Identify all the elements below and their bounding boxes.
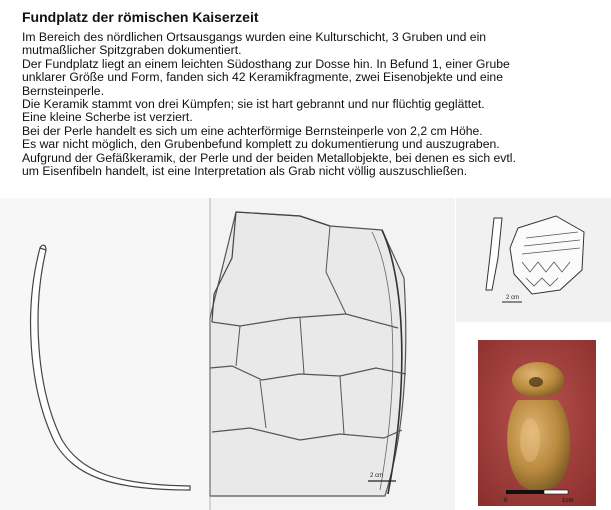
paragraph-2: Der Fundplatz liegt an einem leichten Südosthang zur Dosse hin. In Befund 1, einer Grube unklarer Größe und Form, fanden sich 42 Keramikfragmente, zwei Eisenobjekte und eine Bernsteinperle. [22,56,510,98]
sherd-scale-label: 2 cm [506,295,520,301]
page-title: Fundplatz der römischen Kaiserzeit [22,9,259,25]
decorated-sherd-drawing [456,198,611,322]
paragraph-6: Es war nicht möglich, den Grubenbefund komplett zu dokumentierung und auszugraben. [22,137,500,152]
photo-scale-start: 0 [504,498,508,504]
paragraph-4: Eine kleine Scherbe ist verziert. [22,110,193,125]
description-text [22,31,607,178]
vessel-scale-label: 2 cm [370,473,384,479]
paragraph-1: Im Bereich des nördlichen Ortsausgangs wurden eine Kulturschicht, 3 Gruben und ein mutmaßlicher Spitzgraben dokumentiert. [22,30,487,58]
paragraph-7: Aufgrund der Gefäßkeramik, der Perle und der beiden Metallobjekte, bei denen es sich evtl. um Eisenfibeln handelt, ist eine Interpretation als Grab nicht völlig auszuschließen. [22,150,516,179]
vessel-drawing [0,198,455,510]
photo-scale-end: 1cm [562,498,574,504]
paragraph-3: Die Keramik stammt von drei Kümpfen; sie ist hart gebrannt und nur flüchtig geglättet. [22,97,485,112]
paragraph-5: Bei der Perle handelt es sich um eine achterförmige Bernsteinperle von 2,2 cm Höhe. [22,123,483,138]
amber-bead-photo [478,340,596,506]
